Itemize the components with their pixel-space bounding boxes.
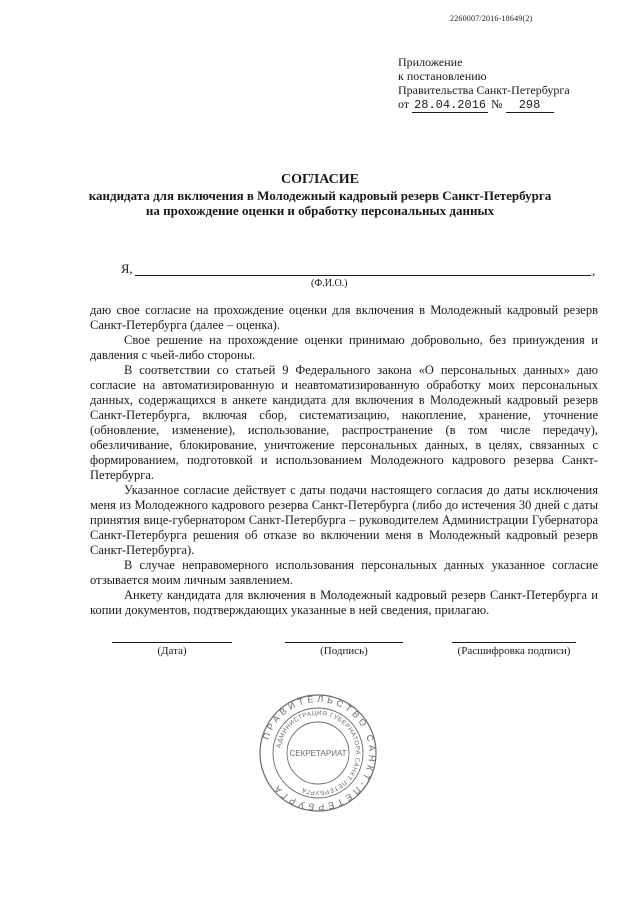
appendix-number-sign: № xyxy=(491,97,503,111)
signature-sign-label: (Подпись) xyxy=(320,645,368,657)
paragraph-3: В соответствии со статьей 9 Федерального закона «О персональных данных» даю согласие на автоматизированную и неавтоматизированную обработку моих персональных данных, содержащихся в анкете кандидата для включения в Молодежный кадровый резерв Санкт-Петербурга, включая сбор, систематизацию, накопление, хранение, уточнение (обновление, изменение), использование, распространение (в том числе передачу), обезличивание, блокирование, уничтожение персональных данных, в целях, связанных с формированием, подготовкой и использованием Молодежного кадрового резерва Санкт-Петербурга. xyxy=(90,363,598,482)
signature-date-label: (Дата) xyxy=(157,645,187,657)
title-sub-1: кандидата для включения в Молодежный кадровый резерв Санкт-Петербурга xyxy=(88,188,552,203)
document-number: 2260007/2016-18649(2) xyxy=(450,14,533,23)
paragraph-6: Анкету кандидата для включения в Молодежный кадровый резерв Санкт-Петербурга и копии документов, подтверждающих указанные в ней сведения, прилагаю. xyxy=(90,588,598,617)
fio-fill-line[interactable] xyxy=(135,275,591,276)
paragraph-1: даю свое согласие на прохождение оценки для включения в Молодежный кадровый резерв Санкт-Петербурга (далее – оценка). xyxy=(90,303,598,332)
appendix-number: 298 xyxy=(506,99,554,113)
appendix-block xyxy=(398,55,618,113)
title-main: СОГЛАСИЕ xyxy=(281,172,359,187)
signature-decode-field[interactable] xyxy=(452,642,576,657)
appendix-line-1: Приложение xyxy=(398,55,463,69)
signature-date-field[interactable] xyxy=(112,642,232,657)
appendix-line-3: Правительства Санкт-Петербурга xyxy=(398,83,570,97)
signature-decode-line xyxy=(452,642,576,643)
fio-pronoun: Я, xyxy=(121,262,133,276)
fio-comma: , xyxy=(592,264,596,278)
consent-body xyxy=(90,303,598,618)
paragraph-5: В случае неправомерного использования персональных данных указанное согласие отзывается моим личным заявлением. xyxy=(90,558,598,587)
appendix-date: 28.04.2016 xyxy=(414,98,487,112)
paragraph-4: Указанное согласие действует с даты подачи настоящего согласия до даты исключения меня из Молодежного кадрового резерва Санкт-Петербурга (либо до истечения 30 дней с даты принятия вице-губернатором Санкт-Петербурга – руководителем Администрации Губернатора Санкт-Петербурга решения об отказе во включении меня в Молодежный кадровый резерв Санкт-Петербурга). xyxy=(90,483,598,557)
signature-date-line xyxy=(112,642,232,643)
stamp-center-text: СЕКРЕТАРИАТ xyxy=(289,749,347,758)
secretariat-stamp xyxy=(258,693,378,813)
appendix-ot-label: от xyxy=(398,97,410,111)
appendix-line-2: к постановлению xyxy=(398,69,487,83)
signature-decode-label: (Расшифровка подписи) xyxy=(457,645,571,657)
stamp-outer-text: ПРАВИТЕЛЬСТВО САНКТ-ПЕТЕРБУРГА xyxy=(260,693,378,813)
signature-sign-line xyxy=(285,642,403,643)
paragraph-2: Свое решение на прохождение оценки принимаю добровольно, без принуждения и давления с чьей-либо стороны. xyxy=(90,333,598,362)
signature-sign-field[interactable] xyxy=(285,642,403,657)
title-sub-2: на прохождение оценки и обработку персональных данных xyxy=(145,203,495,218)
stamp-inner-text: АДМИНИСТРАЦИЯ ГУБЕРНАТОРА САНКТ-ПЕТЕРБУРГА xyxy=(275,709,362,797)
appendix-date-line xyxy=(398,97,618,113)
document-title xyxy=(0,172,640,218)
fio-caption: (Ф.И.О.) xyxy=(311,278,348,289)
